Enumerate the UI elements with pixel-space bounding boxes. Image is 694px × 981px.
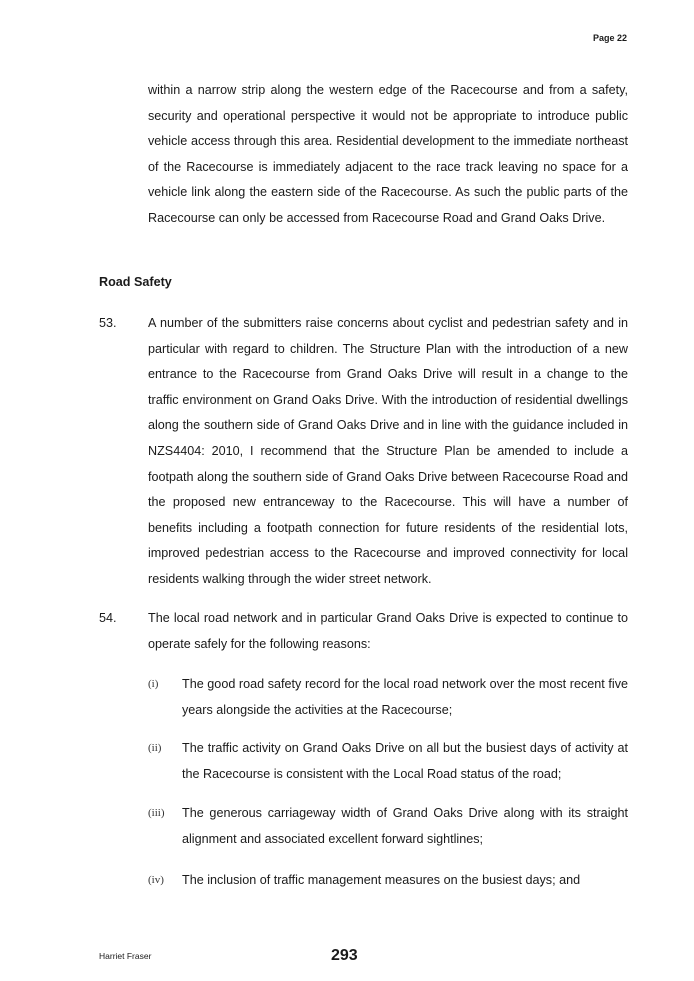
page-header-label: Page 22 xyxy=(592,33,627,43)
list-item-text: The traffic activity on Grand Oaks Drive on all but the busiest days of activity at the Racecourse is consistent with the Local Road status of the road; xyxy=(182,741,628,781)
footer-author: Harriet Fraser xyxy=(99,951,152,961)
list-item-text: The good road safety record for the local road network over the most recent five years alongside the activities at the Racecourse; xyxy=(182,677,628,717)
list-item-marker: (i) xyxy=(148,678,159,690)
section-heading: Road Safety xyxy=(99,275,172,289)
paragraph-text: The local road network and in particular Grand Oaks Drive is expected to continue to operate safely for the following reasons: xyxy=(148,611,628,651)
paragraph-number: 53. xyxy=(99,316,117,330)
paragraph-number: 54. xyxy=(99,611,117,625)
list-item-text: The generous carriageway width of Grand Oaks Drive along with its straight alignment and associated excellent forward sightlines; xyxy=(182,806,628,846)
continuation-paragraph: within a narrow strip along the western edge of the Racecourse and from a safety, security and operational perspective it would not be appropriate to introduce public vehicle access through this area. Residential development to the immediate northeast of the Racecourse is immediately adjacent to the race track leaving no space for a vehicle link along the eastern side of the Racecourse. As such the public parts of the Racecourse can only be accessed from Racecourse Road and Grand Oaks Drive. xyxy=(148,83,628,225)
list-item-marker: (iii) xyxy=(148,807,165,819)
footer-page-mark: 293 xyxy=(331,947,358,964)
paragraph-text: A number of the submitters raise concerns about cyclist and pedestrian safety and in particular with regard to children. The Structure Plan with the introduction of a new entrance to the Racecourse from Grand Oaks Drive will result in a change to the traffic environment on Grand Oaks Drive. With the introduction of residential dwellings along the southern side of Grand Oaks Drive and in line with the guidance included in NZS4404: 2010, I recommend that the Structure Plan be amended to include a footpath along the southern side of Grand Oaks Drive between Racecourse Road and the proposed new entranceway to the Racecourse. This will have a number of benefits including a footpath connection for future residents of the residential lots, improved pedestrian access to the Racecourse and improved connectivity for local residents walking through the wider street network. xyxy=(148,316,628,586)
list-item-marker: (iv) xyxy=(148,874,164,886)
list-item-text: The inclusion of traffic management measures on the busiest days; and xyxy=(182,873,581,887)
list-item-marker: (ii) xyxy=(148,742,162,754)
